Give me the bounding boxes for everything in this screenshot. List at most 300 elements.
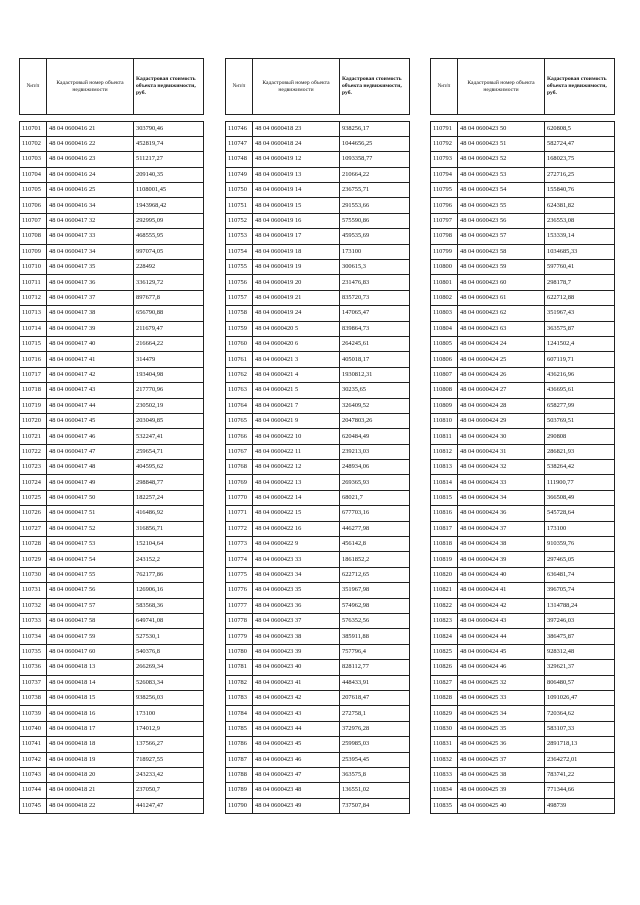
table-row <box>20 213 204 228</box>
cell-cadastral-value: 526083,34 <box>134 675 204 690</box>
table-row <box>226 260 410 275</box>
cell-num: 110835 <box>431 798 458 813</box>
cell-cadastral-value: 230502,19 <box>134 398 204 413</box>
cell-num: 110806 <box>431 352 458 367</box>
cell-num: 110820 <box>431 567 458 582</box>
cell-cadastral-value: 649741,08 <box>134 614 204 629</box>
cell-num: 110749 <box>226 167 253 182</box>
cell-cadastral-value: 446277,98 <box>340 521 410 536</box>
cell-num: 110783 <box>226 690 253 705</box>
cell-cadastral-number: 48 04 0600417 42 <box>47 367 134 382</box>
cell-cadastral-value: 436695,61 <box>545 383 615 398</box>
cell-num: 110769 <box>226 475 253 490</box>
cell-num: 110703 <box>20 152 47 167</box>
cell-num: 110761 <box>226 352 253 367</box>
cell-num: 110747 <box>226 136 253 151</box>
cell-cadastral-number: 48 04 0600417 51 <box>47 506 134 521</box>
cell-num: 110772 <box>226 521 253 536</box>
cell-num: 110829 <box>431 706 458 721</box>
cell-cadastral-number: 48 04 0600423 38 <box>253 629 340 644</box>
cell-cadastral-value: 351967,43 <box>545 306 615 321</box>
header-num: №п/п <box>20 59 47 115</box>
cadastral-table-2 <box>225 58 410 814</box>
cell-num: 110790 <box>226 798 253 813</box>
table-row <box>226 121 410 136</box>
cell-num: 110754 <box>226 244 253 259</box>
cell-num: 110745 <box>20 798 47 813</box>
cell-cadastral-value: 1861852,2 <box>340 552 410 567</box>
cell-num: 110778 <box>226 614 253 629</box>
cell-cadastral-value: 441247,47 <box>134 798 204 813</box>
table-row <box>20 690 204 705</box>
table-row <box>226 706 410 721</box>
cell-cadastral-number: 48 04 0600425 40 <box>458 798 545 813</box>
cell-num: 110732 <box>20 598 47 613</box>
cell-cadastral-number: 48 04 0600423 43 <box>253 706 340 721</box>
cell-cadastral-number: 48 04 0600418 13 <box>47 660 134 675</box>
table-row <box>431 629 615 644</box>
cell-num: 110822 <box>431 598 458 613</box>
table-row <box>20 244 204 259</box>
cell-num: 110742 <box>20 752 47 767</box>
cell-cadastral-value: 806480,57 <box>545 675 615 690</box>
cell-cadastral-number: 48 04 0600424 42 <box>458 598 545 613</box>
table-row <box>20 413 204 428</box>
table-row <box>226 306 410 321</box>
cell-cadastral-number: 48 04 0600419 18 <box>253 244 340 259</box>
table-row <box>431 290 615 305</box>
table-row <box>20 167 204 182</box>
cell-cadastral-value: 511217,27 <box>134 152 204 167</box>
table-row <box>226 798 410 813</box>
cell-cadastral-number: 48 04 0600423 34 <box>253 567 340 582</box>
cell-cadastral-value: 737507,84 <box>340 798 410 813</box>
table-row <box>20 275 204 290</box>
cell-cadastral-value: 136551,02 <box>340 783 410 798</box>
cell-cadastral-value: 152104,64 <box>134 537 204 552</box>
table-row <box>226 275 410 290</box>
table-row <box>20 429 204 444</box>
table-row <box>226 552 410 567</box>
cell-cadastral-value: 527530,1 <box>134 629 204 644</box>
cell-cadastral-value: 622712,88 <box>545 290 615 305</box>
cell-cadastral-value: 1241502,4 <box>545 336 615 351</box>
table-row <box>20 136 204 151</box>
cell-num: 110831 <box>431 737 458 752</box>
cell-cadastral-number: 48 04 0600421 3 <box>253 352 340 367</box>
cell-cadastral-number: 48 04 0600423 50 <box>458 121 545 136</box>
cell-cadastral-value: 938256,17 <box>340 121 410 136</box>
cell-cadastral-value: 1093358,77 <box>340 152 410 167</box>
cell-cadastral-value: 538264,42 <box>545 460 615 475</box>
cell-cadastral-number: 48 04 0600418 19 <box>47 752 134 767</box>
table-row <box>20 614 204 629</box>
cell-num: 110810 <box>431 413 458 428</box>
cadastral-table-3 <box>430 58 615 814</box>
header-value: Кадастровая стоимость объекта недвижимости, руб. <box>545 59 615 115</box>
cell-num: 110785 <box>226 721 253 736</box>
cell-cadastral-number: 48 04 0600416 34 <box>47 198 134 213</box>
cell-cadastral-number: 48 04 0600417 33 <box>47 229 134 244</box>
cell-num: 110721 <box>20 429 47 444</box>
table-row <box>20 675 204 690</box>
cell-num: 110787 <box>226 752 253 767</box>
cell-cadastral-number: 48 04 0600424 44 <box>458 629 545 644</box>
cell-cadastral-value: 137566,27 <box>134 737 204 752</box>
cell-cadastral-value: 576352,56 <box>340 614 410 629</box>
cell-num: 110766 <box>226 429 253 444</box>
cell-cadastral-value: 216664,22 <box>134 336 204 351</box>
cell-cadastral-number: 48 04 0600421 5 <box>253 383 340 398</box>
table-row <box>431 537 615 552</box>
cell-num: 110767 <box>226 444 253 459</box>
cell-cadastral-number: 48 04 0600417 45 <box>47 413 134 428</box>
cell-cadastral-value: 385911,88 <box>340 629 410 644</box>
cell-cadastral-number: 48 04 0600417 59 <box>47 629 134 644</box>
cell-cadastral-number: 48 04 0600417 39 <box>47 321 134 336</box>
cell-num: 110719 <box>20 398 47 413</box>
header-value: Кадастровая стоимость объекта недвижимости, руб. <box>340 59 410 115</box>
table-row <box>431 121 615 136</box>
cell-cadastral-value: 182257,24 <box>134 490 204 505</box>
table-row <box>20 444 204 459</box>
cell-num: 110715 <box>20 336 47 351</box>
cell-cadastral-number: 48 04 0600418 17 <box>47 721 134 736</box>
table-row <box>226 752 410 767</box>
cell-cadastral-number: 48 04 0600424 27 <box>458 383 545 398</box>
cell-cadastral-number: 48 04 0600420 5 <box>253 321 340 336</box>
cell-num: 110770 <box>226 490 253 505</box>
cell-num: 110821 <box>431 583 458 598</box>
cell-cadastral-number: 48 04 0600417 58 <box>47 614 134 629</box>
cell-num: 110709 <box>20 244 47 259</box>
cell-cadastral-value: 677703,16 <box>340 506 410 521</box>
cell-cadastral-value: 153339,14 <box>545 229 615 244</box>
cell-cadastral-number: 48 04 0600423 49 <box>253 798 340 813</box>
cell-cadastral-value: 897677,8 <box>134 290 204 305</box>
cell-num: 110811 <box>431 429 458 444</box>
cell-cadastral-value: 928312,48 <box>545 644 615 659</box>
cell-cadastral-value: 910359,76 <box>545 537 615 552</box>
table-row <box>226 629 410 644</box>
cell-cadastral-number: 48 04 0600425 36 <box>458 737 545 752</box>
table-row <box>226 490 410 505</box>
table-row <box>431 567 615 582</box>
cell-cadastral-number: 48 04 0600423 41 <box>253 675 340 690</box>
cell-cadastral-number: 48 04 0600423 57 <box>458 229 545 244</box>
table-row <box>431 398 615 413</box>
cell-cadastral-value: 272716,25 <box>545 167 615 182</box>
cell-cadastral-value: 174012,9 <box>134 721 204 736</box>
table-row <box>20 290 204 305</box>
cell-cadastral-value: 404595,62 <box>134 460 204 475</box>
cell-cadastral-number: 48 04 0600424 39 <box>458 552 545 567</box>
cell-num: 110746 <box>226 121 253 136</box>
cell-num: 110784 <box>226 706 253 721</box>
table-row <box>226 506 410 521</box>
cell-num: 110756 <box>226 275 253 290</box>
cell-cadastral-value: 1930812,31 <box>340 367 410 382</box>
cell-cadastral-value: 757796,4 <box>340 644 410 659</box>
table-row <box>431 352 615 367</box>
table-row <box>431 244 615 259</box>
cell-cadastral-value: 336129,72 <box>134 275 204 290</box>
table-row <box>20 583 204 598</box>
table-row <box>431 260 615 275</box>
cell-cadastral-value: 243233,42 <box>134 767 204 782</box>
table-row <box>431 306 615 321</box>
cell-cadastral-value: 231476,83 <box>340 275 410 290</box>
cell-num: 110796 <box>431 198 458 213</box>
table-row <box>20 352 204 367</box>
cell-cadastral-number: 48 04 0600423 58 <box>458 244 545 259</box>
table-row <box>431 136 615 151</box>
cell-cadastral-number: 48 04 0600424 31 <box>458 444 545 459</box>
cell-num: 110762 <box>226 367 253 382</box>
table-row <box>226 737 410 752</box>
cell-cadastral-number: 48 04 0600417 60 <box>47 644 134 659</box>
cell-num: 110832 <box>431 752 458 767</box>
cell-num: 110802 <box>431 290 458 305</box>
cell-cadastral-value: 236553,08 <box>545 213 615 228</box>
table-row <box>431 690 615 705</box>
table-row <box>20 567 204 582</box>
table-row <box>226 321 410 336</box>
table-row <box>431 321 615 336</box>
table-row <box>226 675 410 690</box>
cell-num: 110791 <box>431 121 458 136</box>
table-row <box>20 660 204 675</box>
cell-cadastral-number: 48 04 0600424 36 <box>458 506 545 521</box>
cell-cadastral-value: 456142,8 <box>340 537 410 552</box>
cell-num: 110788 <box>226 767 253 782</box>
table-row <box>431 767 615 782</box>
cell-num: 110735 <box>20 644 47 659</box>
cell-cadastral-number: 48 04 0600419 24 <box>253 306 340 321</box>
cell-cadastral-number: 48 04 0600425 32 <box>458 675 545 690</box>
table-row <box>20 506 204 521</box>
cell-cadastral-value: 2047803,26 <box>340 413 410 428</box>
cell-cadastral-value: 300615,3 <box>340 260 410 275</box>
cell-cadastral-number: 48 04 0600425 37 <box>458 752 545 767</box>
cell-num: 110757 <box>226 290 253 305</box>
table-row <box>20 367 204 382</box>
cell-cadastral-value: 228492 <box>134 260 204 275</box>
cell-cadastral-number: 48 04 0600424 26 <box>458 367 545 382</box>
cell-cadastral-number: 48 04 0600423 33 <box>253 552 340 567</box>
cell-num: 110706 <box>20 198 47 213</box>
table-row <box>226 383 410 398</box>
cell-cadastral-value: 1091026,47 <box>545 690 615 705</box>
cell-cadastral-number: 48 04 0600417 56 <box>47 583 134 598</box>
cell-cadastral-value: 111900,77 <box>545 475 615 490</box>
cell-num: 110726 <box>20 506 47 521</box>
cell-cadastral-value: 620484,49 <box>340 429 410 444</box>
table-row <box>431 798 615 813</box>
cell-cadastral-number: 48 04 0600418 14 <box>47 675 134 690</box>
cell-cadastral-value: 269365,93 <box>340 475 410 490</box>
table-row <box>431 198 615 213</box>
cell-num: 110755 <box>226 260 253 275</box>
cell-num: 110805 <box>431 336 458 351</box>
cell-cadastral-number: 48 04 0600424 29 <box>458 413 545 428</box>
cell-cadastral-number: 48 04 0600424 41 <box>458 583 545 598</box>
cell-cadastral-value: 239213,03 <box>340 444 410 459</box>
table-row <box>431 552 615 567</box>
table-row <box>431 275 615 290</box>
cell-cadastral-number: 48 04 0600418 16 <box>47 706 134 721</box>
table-row <box>20 383 204 398</box>
cell-cadastral-number: 48 04 0600422 10 <box>253 429 340 444</box>
cell-cadastral-value: 286821,93 <box>545 444 615 459</box>
table-row <box>431 506 615 521</box>
cell-cadastral-number: 48 04 0600417 32 <box>47 213 134 228</box>
cell-cadastral-number: 48 04 0600419 15 <box>253 198 340 213</box>
cell-cadastral-value: 248934,06 <box>340 460 410 475</box>
cell-cadastral-number: 48 04 0600423 37 <box>253 614 340 629</box>
cell-cadastral-value: 386475,87 <box>545 629 615 644</box>
cell-num: 110803 <box>431 306 458 321</box>
cell-num: 110794 <box>431 167 458 182</box>
table-row <box>226 367 410 382</box>
cell-cadastral-number: 48 04 0600417 34 <box>47 244 134 259</box>
cell-cadastral-number: 48 04 0600422 11 <box>253 444 340 459</box>
cell-num: 110808 <box>431 383 458 398</box>
cell-cadastral-value: 503769,51 <box>545 413 615 428</box>
header-row <box>20 59 204 115</box>
cell-cadastral-value: 498739 <box>545 798 615 813</box>
table-row <box>431 783 615 798</box>
table-row <box>226 136 410 151</box>
cell-cadastral-number: 48 04 0600423 55 <box>458 198 545 213</box>
cell-cadastral-number: 48 04 0600419 16 <box>253 213 340 228</box>
table-row <box>226 444 410 459</box>
cell-num: 110752 <box>226 213 253 228</box>
table-row <box>20 398 204 413</box>
table-row <box>226 767 410 782</box>
cell-cadastral-value: 173100 <box>545 521 615 536</box>
table-row <box>431 490 615 505</box>
cell-num: 110775 <box>226 567 253 582</box>
header-cadastral: Кадастровый номер объекта недвижимости <box>47 59 134 115</box>
cell-num: 110817 <box>431 521 458 536</box>
cell-cadastral-number: 48 04 0600425 39 <box>458 783 545 798</box>
cell-cadastral-number: 48 04 0600419 12 <box>253 152 340 167</box>
cell-cadastral-number: 48 04 0600418 21 <box>47 783 134 798</box>
cell-cadastral-value: 828112,77 <box>340 660 410 675</box>
cell-cadastral-value: 259654,71 <box>134 444 204 459</box>
cell-cadastral-number: 48 04 0600424 32 <box>458 460 545 475</box>
table-row <box>431 737 615 752</box>
cell-cadastral-number: 48 04 0600425 38 <box>458 767 545 782</box>
cell-cadastral-value: 207618,47 <box>340 690 410 705</box>
cell-cadastral-number: 48 04 0600424 40 <box>458 567 545 582</box>
cell-cadastral-value: 656790,88 <box>134 306 204 321</box>
cell-cadastral-value: 396705,74 <box>545 583 615 598</box>
cell-cadastral-value: 532247,41 <box>134 429 204 444</box>
cell-cadastral-value: 264245,61 <box>340 336 410 351</box>
cell-num: 110768 <box>226 460 253 475</box>
table-row <box>20 721 204 736</box>
cell-num: 110708 <box>20 229 47 244</box>
table-row <box>20 183 204 198</box>
cell-cadastral-value: 762177,86 <box>134 567 204 582</box>
cell-cadastral-number: 48 04 0600417 47 <box>47 444 134 459</box>
table-row <box>226 398 410 413</box>
cell-cadastral-value: 622712,65 <box>340 567 410 582</box>
cell-num: 110779 <box>226 629 253 644</box>
table-row <box>431 367 615 382</box>
cell-cadastral-value: 459535,69 <box>340 229 410 244</box>
table-row <box>226 244 410 259</box>
table-row <box>20 783 204 798</box>
cell-cadastral-number: 48 04 0600417 41 <box>47 352 134 367</box>
cell-num: 110823 <box>431 614 458 629</box>
cell-num: 110718 <box>20 383 47 398</box>
cell-cadastral-value: 771344,66 <box>545 783 615 798</box>
cell-cadastral-value: 211679,47 <box>134 321 204 336</box>
header-num: №п/п <box>431 59 458 115</box>
cell-cadastral-number: 48 04 0600416 24 <box>47 167 134 182</box>
table-row <box>431 229 615 244</box>
cell-cadastral-number: 48 04 0600423 52 <box>458 152 545 167</box>
table-row <box>226 152 410 167</box>
cell-cadastral-value: 363575,8 <box>340 767 410 782</box>
cell-cadastral-number: 48 04 0600417 53 <box>47 537 134 552</box>
cell-num: 110737 <box>20 675 47 690</box>
cell-num: 110748 <box>226 152 253 167</box>
cell-num: 110704 <box>20 167 47 182</box>
cell-cadastral-value: 314479 <box>134 352 204 367</box>
cell-num: 110727 <box>20 521 47 536</box>
cell-cadastral-number: 48 04 0600417 55 <box>47 567 134 582</box>
table-row <box>20 644 204 659</box>
cell-cadastral-number: 48 04 0600424 25 <box>458 352 545 367</box>
cell-num: 110710 <box>20 260 47 275</box>
cell-num: 110781 <box>226 660 253 675</box>
table-row <box>431 413 615 428</box>
cell-num: 110828 <box>431 690 458 705</box>
table-row <box>20 798 204 813</box>
table-row <box>20 321 204 336</box>
cell-cadastral-number: 48 04 0600419 13 <box>253 167 340 182</box>
cell-cadastral-number: 48 04 0600419 21 <box>253 290 340 305</box>
cell-cadastral-value: 997074,05 <box>134 244 204 259</box>
table-row <box>226 213 410 228</box>
cell-num: 110750 <box>226 183 253 198</box>
cell-num: 110717 <box>20 367 47 382</box>
cell-cadastral-value: 30235,65 <box>340 383 410 398</box>
cell-num: 110819 <box>431 552 458 567</box>
cell-cadastral-number: 48 04 0600423 63 <box>458 321 545 336</box>
cell-cadastral-number: 48 04 0600421 7 <box>253 398 340 413</box>
cell-num: 110765 <box>226 413 253 428</box>
cell-cadastral-number: 48 04 0600416 25 <box>47 183 134 198</box>
cell-cadastral-value: 938256,03 <box>134 690 204 705</box>
cell-cadastral-value: 1034685,33 <box>545 244 615 259</box>
header-row <box>226 59 410 115</box>
cell-num: 110793 <box>431 152 458 167</box>
cell-cadastral-number: 48 04 0600418 20 <box>47 767 134 782</box>
cell-cadastral-number: 48 04 0600417 43 <box>47 383 134 398</box>
table-row <box>20 598 204 613</box>
cell-cadastral-number: 48 04 0600423 35 <box>253 583 340 598</box>
table-row <box>20 490 204 505</box>
cell-cadastral-number: 48 04 0600424 38 <box>458 537 545 552</box>
cell-cadastral-value: 298848,77 <box>134 475 204 490</box>
cell-cadastral-number: 48 04 0600423 39 <box>253 644 340 659</box>
cell-cadastral-number: 48 04 0600417 36 <box>47 275 134 290</box>
